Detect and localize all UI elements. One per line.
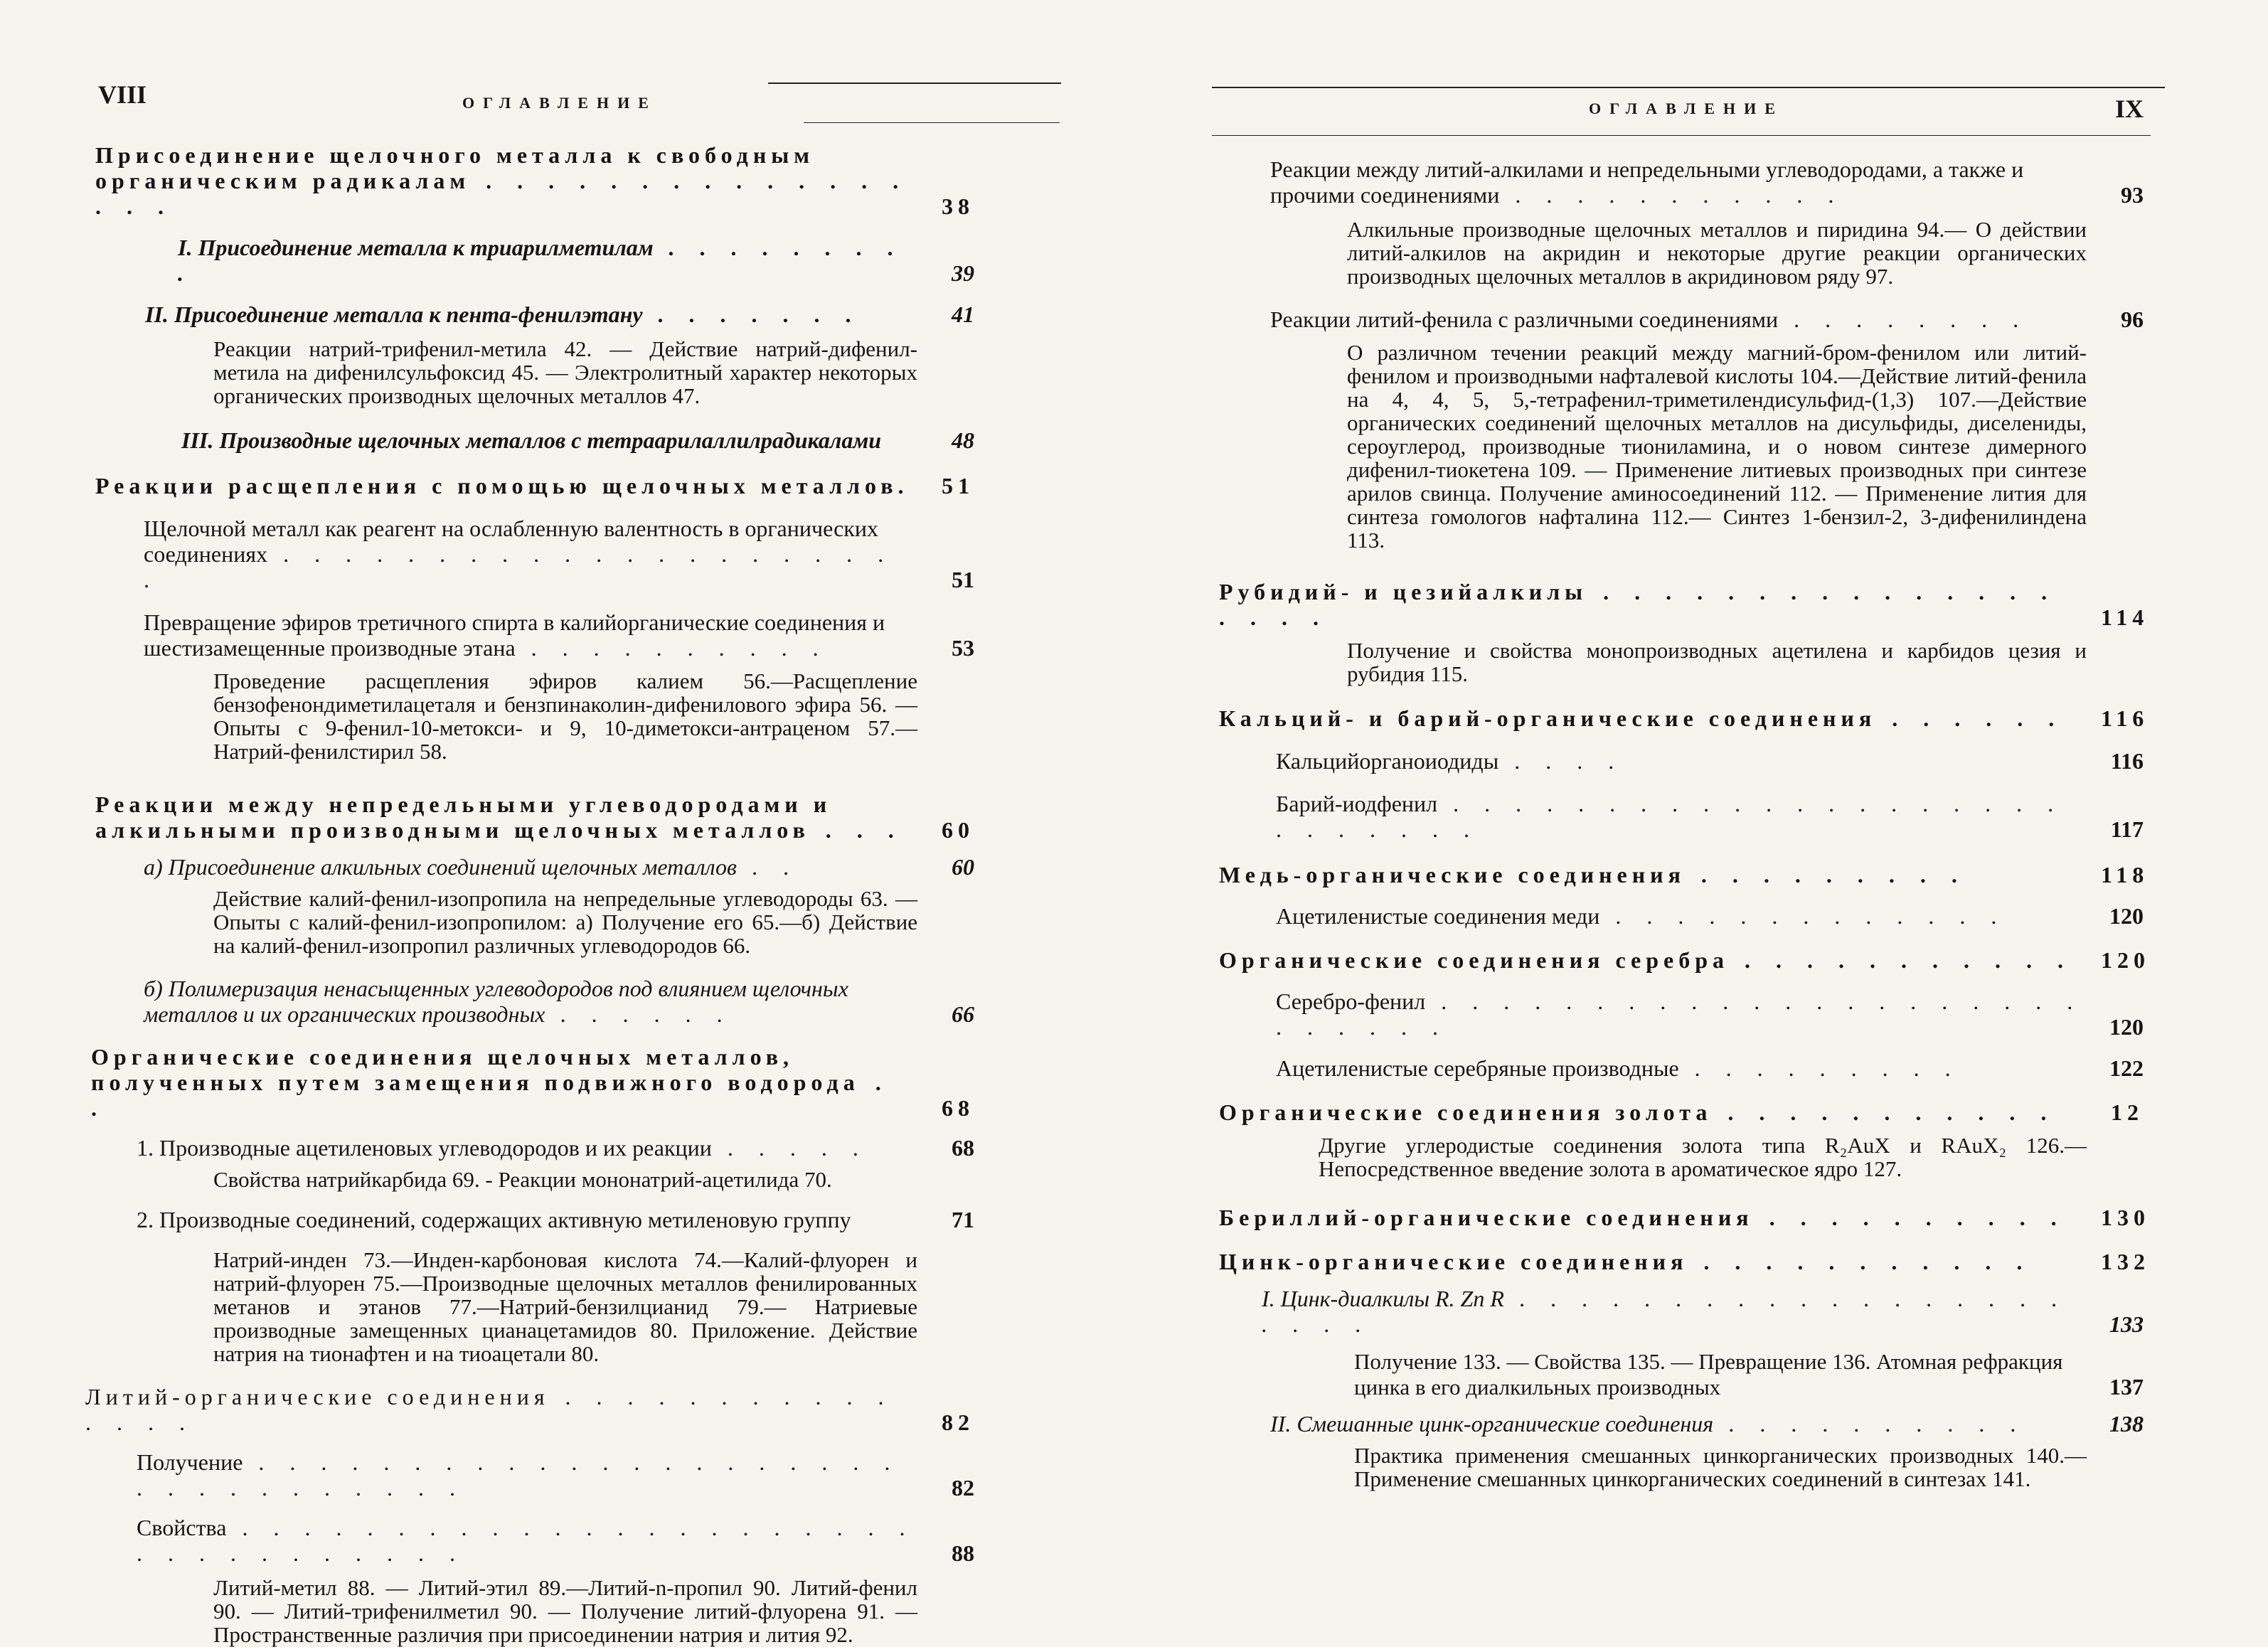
toc-entry[interactable]: Литий-органические соединения . . . . . . . . . . . . . . . 82 bbox=[85, 1384, 974, 1435]
toc-entry[interactable]: I. Цинк-диалкилы R. Zn R . . . . . . . . . . . . . . . . . . . . . . 133 bbox=[1262, 1286, 2144, 1337]
toc-entry-title: Рубидий- и цезийалкилы bbox=[1219, 579, 1588, 604]
toc-entry-title: Цинк-органические соединения bbox=[1219, 1249, 1688, 1274]
toc-entry[interactable]: б) Полимеризация ненасыщенных углеводородов под влиянием щелочных металлов и их органических производных . . . . . . 66 bbox=[144, 976, 974, 1027]
toc-entry[interactable]: Щелочной металл как реагент на ослабленную валентность в органических соединениях . . . . . . . . . . . . . . . . . . . . . 51 bbox=[144, 516, 974, 592]
toc-page-number: 48 bbox=[952, 427, 974, 453]
toc-entry-title: Бериллий-органические соединения bbox=[1219, 1205, 1754, 1230]
toc-entry-title: Щелочной металл как реагент на ослабленную валентность в органических соединениях bbox=[144, 516, 878, 567]
toc-description: Другие углеродистые соединения золота типа R₂AuX и RAuX₂ 126.— Непосредственное введение золота в ароматическое ядро 127. bbox=[1319, 1133, 2087, 1181]
toc-page-number: 82 bbox=[942, 1409, 974, 1435]
right-page bbox=[1134, 0, 2268, 1638]
toc-entry[interactable]: Органические соединения золота . . . . . . . . . . . 12 bbox=[1219, 1099, 2144, 1125]
toc-page-number: 96 bbox=[2121, 307, 2144, 332]
right-header-rule-2 bbox=[1212, 135, 2151, 136]
toc-page-number: 51 bbox=[942, 473, 974, 499]
left-header-title: ОГЛАВЛЕНИЕ bbox=[462, 94, 657, 112]
toc-description: Получение 133. — Свойства 135. — Превращение 136. Атомная рефракция цинка в его диалкильных производных bbox=[1354, 1349, 2063, 1400]
left-running-head bbox=[0, 80, 1134, 122]
toc-page-number: 38 bbox=[942, 193, 974, 219]
toc-entry-title: Свойства bbox=[137, 1515, 227, 1540]
toc-entry-title: Органические соединения серебра bbox=[1219, 947, 1730, 973]
toc-page-number: 60 bbox=[942, 817, 974, 843]
toc-description: Действие калий-фенил-изопропила на непредельные углеводороды 63. — Опыты с калий-фенил-изопропилом: а) Получение его 65.—б) Действие на калий-фенил-изопропил различных углеводородов 66. bbox=[213, 886, 917, 958]
toc-page-number: 93 bbox=[2121, 182, 2144, 208]
toc-entry-title: Реакции литий-фенила с различными соединениями bbox=[1270, 307, 1779, 332]
toc-page-number: 120 bbox=[2109, 1014, 2144, 1040]
toc-entry[interactable]: Бериллий-органические соединения . . . . . . . . . . 130 bbox=[1219, 1205, 2150, 1230]
toc-entry-title: Получение bbox=[137, 1449, 243, 1475]
toc-page-number: 116 bbox=[2110, 748, 2144, 774]
toc-page-number: 133 bbox=[2109, 1311, 2144, 1337]
toc-entry[interactable]: 1. Производные ацетиленовых углеводородов и их реакции . . . . . 68 bbox=[137, 1135, 974, 1161]
toc-entry[interactable]: Ацетиленистые соединения меди . . . . . . . . . . . . . 120 bbox=[1276, 903, 2144, 929]
toc-entry[interactable]: Получение . . . . . . . . . . . . . . . . . . . . . . . . . . . . . . . . 82 bbox=[137, 1449, 974, 1501]
toc-entry-title: I. Цинк-диалкилы R. Zn R bbox=[1262, 1286, 1504, 1311]
toc-entry-title: Кальций- и барий-органические соединения bbox=[1219, 705, 1877, 731]
toc-entry[interactable]: Реакции литий-фенила с различными соединениями . . . . . . . . 96 bbox=[1270, 307, 2144, 332]
toc-entry[interactable]: Кальций- и барий-органические соединения . . . . . . 116 bbox=[1219, 705, 2149, 731]
toc-entry-title: Органические соединения щелочных металлов, полученных путем замещения подвижного водорода bbox=[91, 1044, 860, 1095]
toc-entry[interactable]: Органические соединения серебра . . . . . . . . . . . 120 bbox=[1219, 947, 2150, 973]
toc-page-number: 138 bbox=[2109, 1411, 2144, 1437]
toc-entry-title: Кальцийорганоиодиды bbox=[1276, 748, 1499, 774]
toc-page-number: 118 bbox=[2101, 862, 2149, 888]
toc-entry-title: 1. Производные ацетиленовых углеводородов и их реакции bbox=[137, 1135, 712, 1161]
toc-entry-title: Органические соединения золота bbox=[1219, 1099, 1713, 1125]
toc-entry-title: I. Присоединение металла к триарилметилам bbox=[178, 235, 654, 260]
toc-entry-title: II. Смешанные цинк-органические соединения bbox=[1270, 1411, 1714, 1437]
toc-description: О различном течении реакций между магний-бром-фенилом или литий-фенилом и производными нафталевой кислоты 104.—Действие литий-фенила на 4, 4, 5, 5,-тетрафенил-триметилендисульфид-(1,3) 107.—Действие органических соединений щелочных металлов на дисульфиды, диселениды, сероуглерод, производные тиониламина, и о новом синтезе димерного дифенил-тиокетена 109. — Применение литиевых производных при синтезе арилов свинца. Получение аминосоединений 112. — Применение лития для синтеза гомологов нафталина 112.— Синтез 1-бензил-2, 3-дифенилиндена 113. bbox=[1347, 340, 2087, 553]
toc-page-number: 117 bbox=[2110, 816, 2144, 842]
toc-entry-title: а) Присоединение алкильных соединений щелочных металлов bbox=[144, 854, 737, 880]
toc-description: Проведение расщепления эфиров калием 56.—Расщепление бензофенондиметилацеталя и бензпинаколин-дифенилового эфира 56. — Опыты с 9-фенил-10-метокси- и 9, 10-диметокси-антраценом 57.— Натрий-фенилстирил 58. bbox=[213, 668, 917, 764]
toc-page-number: 82 bbox=[952, 1475, 974, 1501]
toc-page-number: 132 bbox=[2101, 1249, 2150, 1274]
toc-entry[interactable]: Присоединение щелочного металла к свободным органическим радикалам . . . . . . . . . . . . . . . . . 38 bbox=[95, 142, 974, 219]
toc-entry[interactable]: II. Смешанные цинк-органические соединения . . . . . . . . . . 138 bbox=[1270, 1411, 2144, 1437]
toc-entry[interactable]: Рубидий- и цезийалкилы . . . . . . . . . . . . . . . . . . . 114 bbox=[1219, 579, 2149, 630]
toc-page-number: 137 bbox=[2109, 1374, 2144, 1400]
toc-entry-title: Серебро-фенил bbox=[1276, 988, 1426, 1014]
right-toc bbox=[1219, 156, 2150, 1491]
right-header-rule bbox=[1212, 87, 2165, 88]
toc-page-number: 130 bbox=[2101, 1205, 2150, 1230]
toc-page-number: 122 bbox=[2109, 1055, 2144, 1081]
toc-entry[interactable]: Реакции между непредельными углеводородами и алкильными производными щелочных металлов . . . 60 bbox=[95, 791, 974, 843]
toc-page-number: 120 bbox=[2109, 903, 2144, 929]
toc-entry[interactable]: I. Присоединение металла к триарилметилам . . . . . . . . . 39 bbox=[178, 235, 974, 286]
right-header-title: ОГЛАВЛЕНИЕ bbox=[1589, 100, 1784, 117]
toc-page-number: 12 bbox=[2111, 1099, 2144, 1125]
toc-entry-title: Ацетиленистые серебряные производные bbox=[1276, 1055, 1679, 1081]
toc-entry[interactable] bbox=[1354, 1348, 2144, 1400]
toc-entry[interactable] bbox=[95, 473, 974, 499]
toc-entry-title: Присоединение щелочного металла к свободным органическим радикалам bbox=[95, 142, 815, 193]
toc-entry[interactable]: Органические соединения щелочных металлов, полученных путем замещения подвижного водорода . . 68 bbox=[91, 1044, 974, 1121]
toc-entry-title: Превращение эфиров третичного спирта в калийорганические соединения и шестизамещенные производные этана bbox=[144, 609, 885, 661]
toc-entry[interactable] bbox=[137, 1207, 974, 1232]
toc-description: Получение и свойства монопроизводных ацетилена и карбидов цезия и рубидия 115. bbox=[1347, 638, 2087, 686]
toc-entry[interactable]: Серебро-фенил . . . . . . . . . . . . . . . . . . . . . . . . . . . 120 bbox=[1276, 988, 2144, 1040]
toc-description: Реакции натрий-трифенил-метила 42. — Действие натрий-дифенил-метила на дифенилсульфоксид 45. — Электролитный характер некоторых органических производных щелочных металлов 47. bbox=[213, 336, 917, 408]
toc-entry-title: Реакции между литий-алкилами и непредельными углеводородами, а также и прочими соединениями bbox=[1270, 156, 2024, 208]
right-running-head bbox=[1134, 84, 2268, 127]
toc-entry[interactable]: Медь-органические соединения . . . . . . . . . 118 bbox=[1219, 862, 2149, 888]
toc-entry[interactable]: а) Присоединение алкильных соединений щелочных металлов . . 60 bbox=[144, 854, 974, 880]
toc-entry-title: III. Производные щелочных металлов с тетраарилаллилрадикалами bbox=[181, 427, 882, 453]
toc-entry-title: 2. Производные соединений, содержащих активную метиленовую группу bbox=[137, 1207, 851, 1232]
toc-description: Свойства натрийкарбида 69. - Реакции мононатрий-ацетилида 70. bbox=[213, 1167, 832, 1192]
toc-page-number: 71 bbox=[952, 1207, 974, 1232]
toc-entry-title: Литий-органические соединения bbox=[85, 1384, 550, 1409]
toc-entry-title: Ацетиленистые соединения меди bbox=[1276, 903, 1600, 929]
toc-entry[interactable]: Барий-иодфенил . . . . . . . . . . . . . . . . . . . . . . . . . . . 117 bbox=[1276, 791, 2144, 842]
left-toc bbox=[85, 142, 974, 1646]
toc-description: Натрий-инден 73.—Инден-карбоновая кислота 74.—Калий-флуорен и натрий-флуорен 75.—Производные щелочных металлов фенилированных метанов и этанов 77.—Натрий-бензилцианид 79.— Натриевые производные замещенных цианацетамидов 80. Приложение. Действие натрия на тионафтен и на тиоацетали 80. bbox=[213, 1247, 917, 1366]
toc-page-number: 68 bbox=[952, 1135, 974, 1161]
toc-entry-title: Реакции расщепления с помощью щелочных металлов. bbox=[95, 473, 909, 499]
toc-page-number: 116 bbox=[2101, 705, 2149, 731]
toc-page-number: 66 bbox=[952, 1001, 974, 1027]
toc-page-number: 41 bbox=[952, 302, 974, 327]
toc-entry[interactable]: Реакции между литий-алкилами и непредельными углеводородами, а также и прочими соединениями . . . . . . . . . . . 93 bbox=[1270, 156, 2144, 208]
toc-entry-title: II. Присоединение металла к пента-фенилэтану bbox=[145, 302, 643, 327]
toc-page-number: 51 bbox=[952, 567, 974, 592]
toc-entry[interactable]: Кальцийорганоиодиды . . . . 116 bbox=[1276, 748, 2144, 774]
left-page-number: VIII bbox=[98, 80, 147, 109]
right-page-number: IX bbox=[2115, 95, 2144, 123]
toc-page-number: 88 bbox=[952, 1540, 974, 1566]
toc-entry[interactable] bbox=[181, 427, 974, 453]
toc-entry[interactable]: II. Присоединение металла к пента-фенилэтану . . . . . . . 41 bbox=[145, 302, 974, 327]
toc-entry[interactable]: Ацетиленистые серебряные производные . . . . . . . . . 122 bbox=[1276, 1055, 2144, 1081]
toc-description: Литий-метил 88. — Литий-этил 89.—Литий-n-пропил 90. Литий-фенил 90. — Литий-трифенилметил 90. — Получение литий-флуорена 91. — Пространственные различия при присоединении натрия и лития 92. bbox=[213, 1575, 917, 1647]
toc-entry-title: Реакции между непредельными углеводородами и алкильными производными щелочных металлов bbox=[95, 791, 832, 843]
toc-page-number: 114 bbox=[2101, 604, 2149, 630]
toc-page-number: 39 bbox=[952, 260, 974, 286]
toc-entry-title: б) Полимеризация ненасыщенных углеводородов под влиянием щелочных металлов и их органических производных bbox=[144, 976, 848, 1027]
toc-description: Практика применения смешанных цинкорганических производных 140.—Применение смешанных цинкорганических соединений в синтезах 141. bbox=[1354, 1443, 2087, 1491]
toc-entry[interactable]: Цинк-органические соединения . . . . . . . . . . . 132 bbox=[1219, 1249, 2150, 1274]
toc-entry-title: Барий-иодфенил bbox=[1276, 791, 1438, 816]
toc-entry[interactable]: Свойства . . . . . . . . . . . . . . . . . . . . . . . . . . . . . . . . . 88 bbox=[137, 1515, 974, 1566]
toc-description: Алкильные производные щелочных металлов и пиридина 94.— О действии литий-алкилов на акридин и некоторые другие реакции органических производных щелочных металлов в акридиновом ряду 97. bbox=[1347, 217, 2087, 289]
toc-entry-title: Медь-органические соединения bbox=[1219, 862, 1686, 888]
toc-page-number: 120 bbox=[2101, 947, 2150, 973]
left-header-rule-2 bbox=[804, 122, 1060, 123]
left-header-rule bbox=[768, 82, 1061, 84]
toc-entry[interactable]: Превращение эфиров третичного спирта в калийорганические соединения и шестизамещенные производные этана . . . . . . . . . . 53 bbox=[144, 609, 974, 661]
toc-page-number: 60 bbox=[952, 854, 974, 880]
toc-page-number: 53 bbox=[952, 635, 974, 661]
toc-page-number: 68 bbox=[942, 1095, 974, 1121]
